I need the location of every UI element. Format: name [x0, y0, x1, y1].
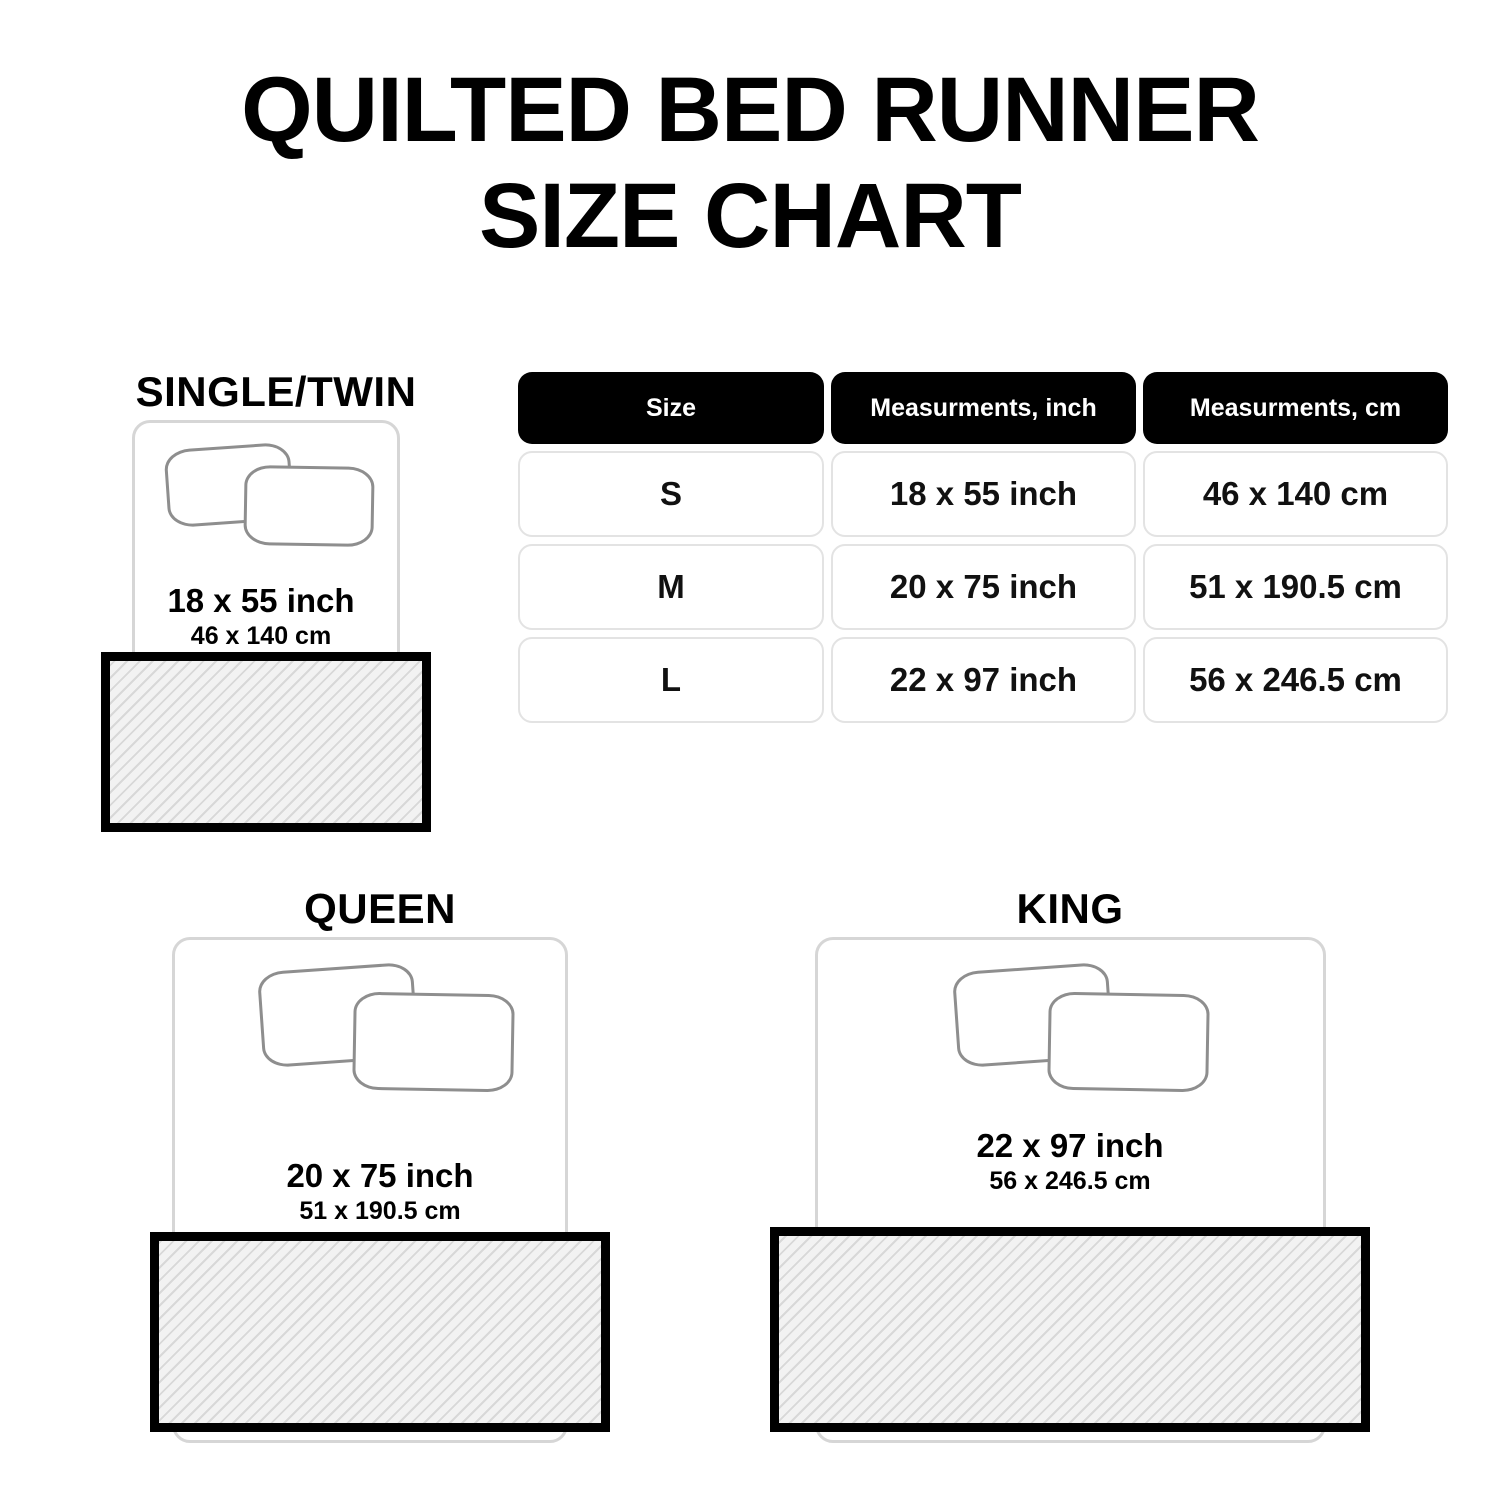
table-cell-inch: 20 x 75 inch: [831, 544, 1136, 630]
table-cell-inch: 18 x 55 inch: [831, 451, 1136, 537]
bed-diagram-king: [760, 885, 1380, 1485]
bed-dims-king: [760, 1127, 1380, 1197]
bed-dims-inch-queen: 20 x 75 inch: [286, 1157, 474, 1194]
page-title-line2: SIZE CHART: [479, 164, 1021, 267]
bed-label-single-twin: SINGLE/TWIN: [135, 368, 417, 415]
runner-fill-single-twin: [110, 661, 422, 823]
table-row: [518, 451, 1448, 537]
runner-fill-queen: [159, 1241, 601, 1423]
bed-label-king: KING: [1016, 885, 1124, 932]
table-cell-size: M: [518, 544, 824, 630]
bed-dims-single-twin: [96, 582, 426, 652]
bed-dims-cm-king: 56 x 246.5 cm: [989, 1166, 1151, 1195]
page-title-line1: QUILTED BED RUNNER: [241, 59, 1259, 161]
pillow-front-queen: [352, 992, 515, 1093]
pillow-front-single-twin: [243, 465, 374, 547]
bed-dims-inch-single-twin: 18 x 55 inch: [167, 582, 355, 619]
table-row: [518, 637, 1448, 723]
table-cell-size: S: [518, 451, 824, 537]
table-header-size: Size: [518, 372, 824, 444]
bed-diagram-single-twin: [96, 368, 456, 848]
table-cell-cm: 46 x 140 cm: [1143, 451, 1448, 537]
bed-dims-cm-queen: 51 x 190.5 cm: [299, 1196, 461, 1225]
table-cell-inch: 22 x 97 inch: [831, 637, 1136, 723]
bed-dims-queen: [150, 1157, 610, 1227]
table-cell-size: L: [518, 637, 824, 723]
runner-single-twin: [101, 652, 431, 832]
table-header-inch: Measurments, inch: [831, 372, 1136, 444]
table-cell-cm: 56 x 246.5 cm: [1143, 637, 1448, 723]
table-header-cm: Measurments, cm: [1143, 372, 1448, 444]
page-title: [0, 58, 1500, 270]
runner-king: [770, 1227, 1370, 1432]
size-table: [518, 372, 1448, 730]
runner-queen: [150, 1232, 610, 1432]
bed-diagram-queen: [150, 885, 610, 1485]
table-header-row: [518, 372, 1448, 444]
bed-label-queen: QUEEN: [304, 885, 456, 932]
bed-dims-cm-single-twin: 46 x 140 cm: [190, 621, 332, 650]
table-cell-cm: 51 x 190.5 cm: [1143, 544, 1448, 630]
pillow-front-king: [1047, 992, 1210, 1093]
bed-dims-inch-king: 22 x 97 inch: [976, 1127, 1164, 1164]
runner-fill-king: [779, 1236, 1361, 1423]
table-row: [518, 544, 1448, 630]
